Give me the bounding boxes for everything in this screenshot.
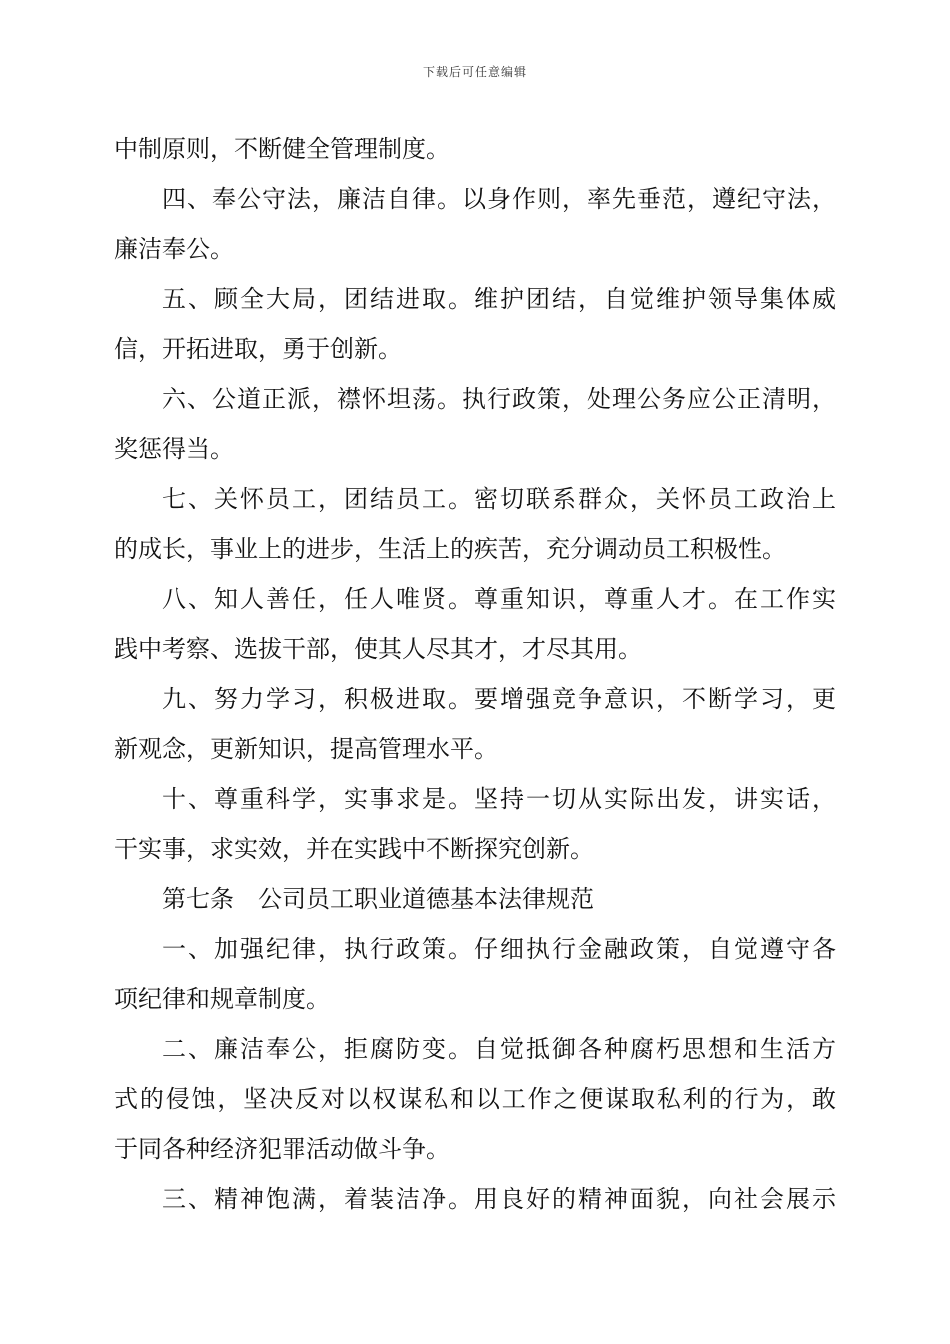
text-line: 三、精神饱满，着装洁净。用良好的精神面貌，向社会展示 xyxy=(162,1185,836,1213)
text-line: 六、公道正派，襟怀坦荡。执行政策，处理公务应公正清明， xyxy=(162,385,836,413)
text-line: 二、廉洁奉公，拒腐防变。自觉抵御各种腐朽思想和生活方 xyxy=(162,1035,836,1063)
text-line: 式的侵蚀，坚决反对以权谋私和以工作之便谋取私利的行为，敢 xyxy=(114,1085,836,1113)
text-line: 新观念，更新知识，提高管理水平。 xyxy=(114,735,498,763)
text-line: 五、顾全大局，团结进取。维护团结，自觉维护领导集体威 xyxy=(162,285,836,313)
text-line: 廉洁奉公。 xyxy=(114,235,234,263)
text-line: 项纪律和规章制度。 xyxy=(114,985,330,1013)
text-line: 践中考察、选拔干部，使其人尽其才，才尽其用。 xyxy=(114,635,642,663)
document-body xyxy=(114,124,836,1224)
text-line: 于同各种经济犯罪活动做斗争。 xyxy=(114,1135,450,1163)
text-line: 十、尊重科学，实事求是。坚持一切从实际出发，讲实话， xyxy=(162,785,836,813)
text-line: 中制原则，不断健全管理制度。 xyxy=(114,135,450,163)
text-line: 的成长，事业上的进步，生活上的疾苦，充分调动员工积极性。 xyxy=(114,535,786,563)
text-line: 信，开拓进取，勇于创新。 xyxy=(114,335,402,363)
text-line: 干实事，求实效，并在实践中不断探究创新。 xyxy=(114,835,594,863)
text-line: 四、奉公守法，廉洁自律。以身作则，率先垂范，遵纪守法， xyxy=(162,185,836,213)
text-line: 七、关怀员工，团结员工。密切联系群众，关怀员工政治上 xyxy=(162,485,836,513)
text-line: 九、努力学习，积极进取。要增强竞争意识，不断学习，更 xyxy=(162,685,836,713)
text-line: 奖惩得当。 xyxy=(114,435,234,463)
text-line: 八、知人善任，任人唯贤。尊重知识，尊重人才。在工作实 xyxy=(162,585,836,613)
page-header-note: 下载后可任意编辑 xyxy=(422,65,527,79)
section-heading: 第七条 公司员工职业道德基本法律规范 xyxy=(162,885,594,913)
text-line: 一、加强纪律，执行政策。仔细执行金融政策，自觉遵守各 xyxy=(162,935,836,963)
